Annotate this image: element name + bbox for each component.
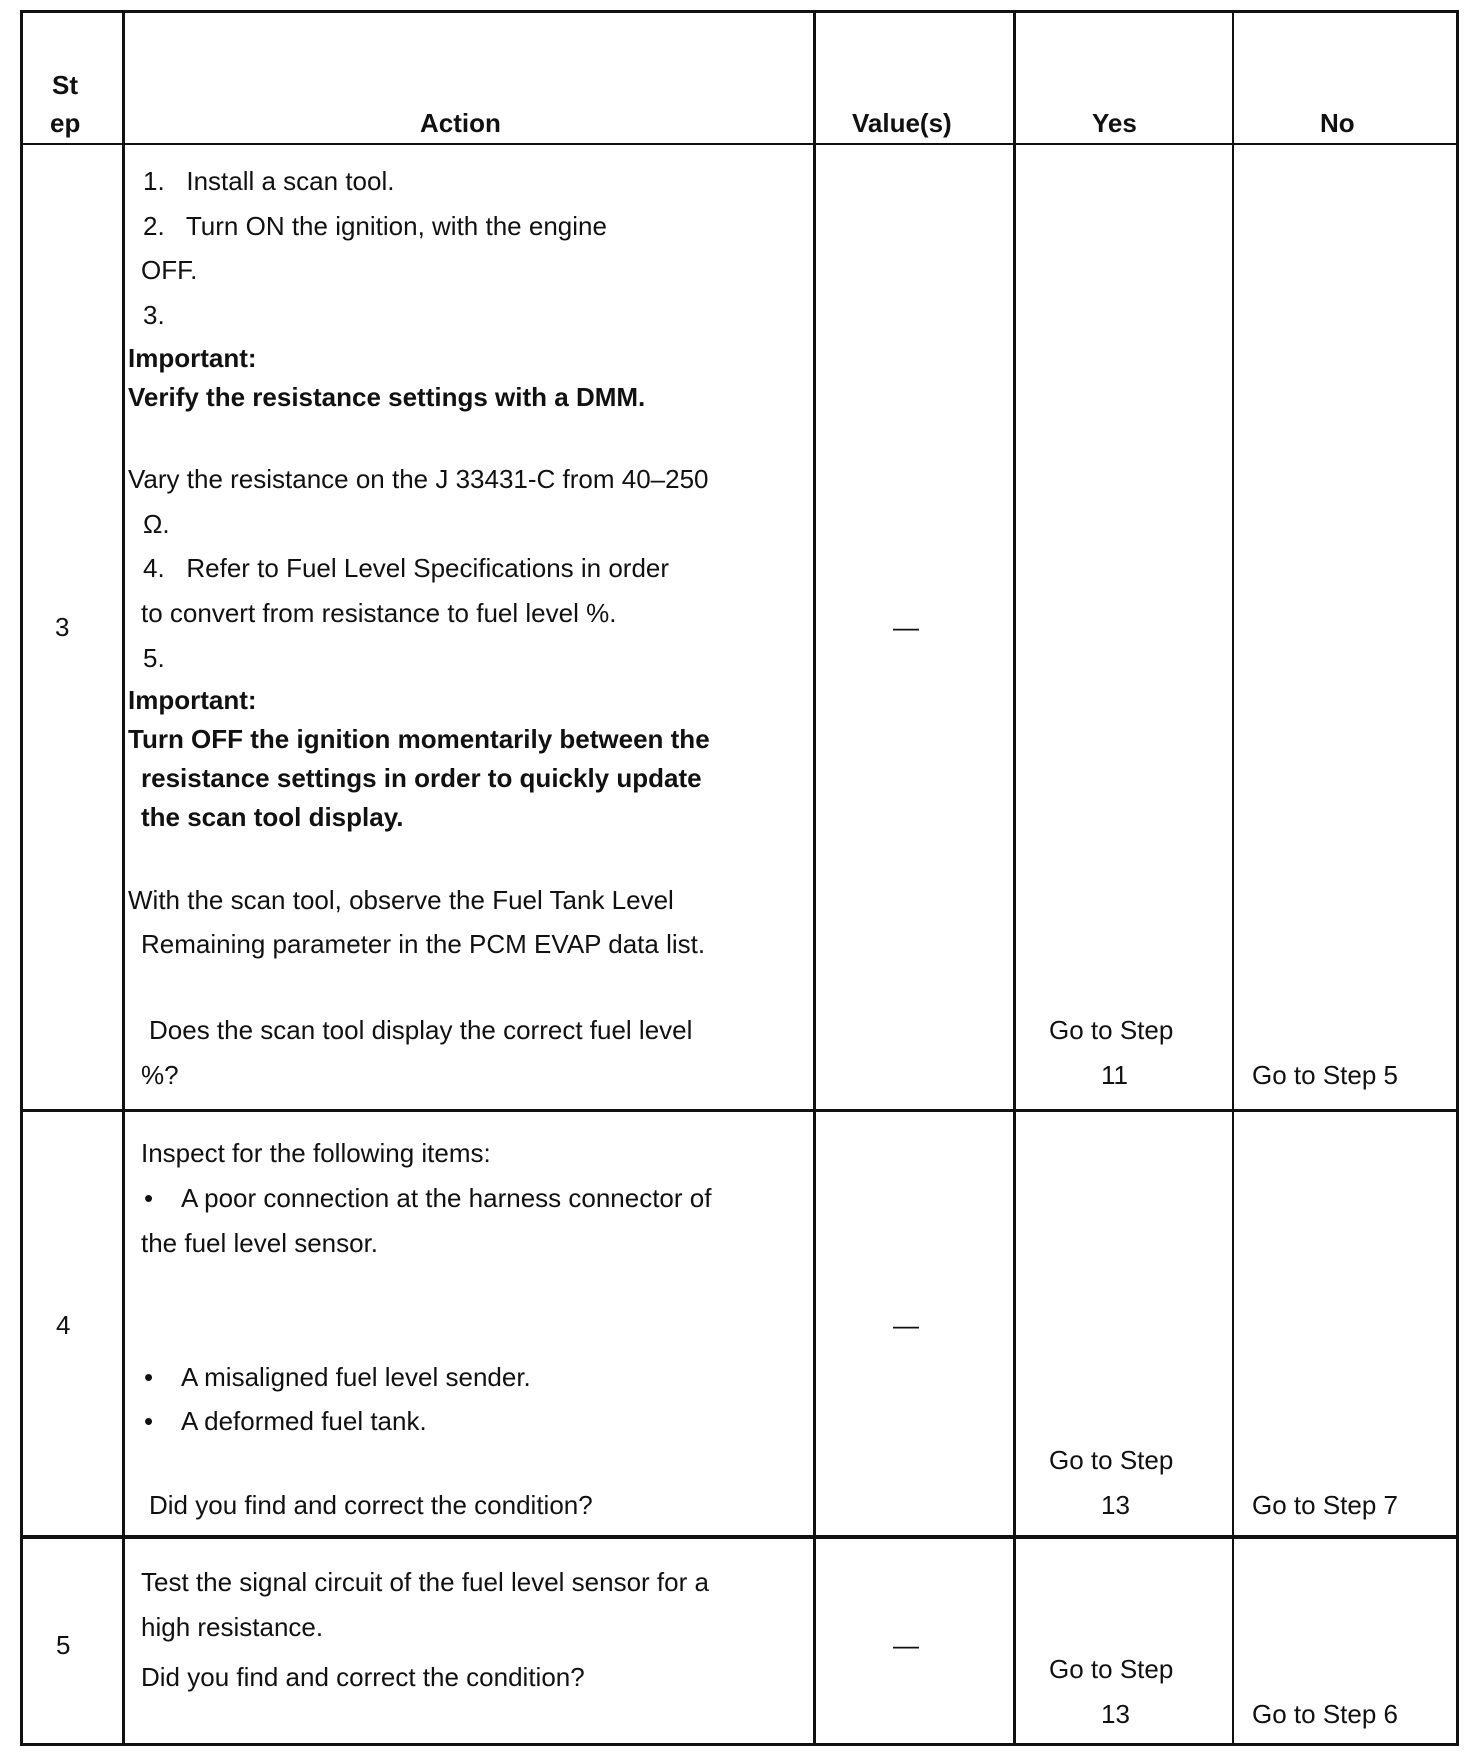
step-number: 4 xyxy=(56,1310,71,1340)
column-divider xyxy=(1232,10,1234,1746)
column-divider xyxy=(1013,10,1016,1746)
table-border-bottom xyxy=(20,1743,1459,1746)
action-line: Ω. xyxy=(143,509,170,539)
action-line: 1. Install a scan tool. xyxy=(143,166,395,196)
action-line: 4. Refer to Fuel Level Specifications in order xyxy=(143,553,670,583)
action-line: With the scan tool, observe the Fuel Tank Level xyxy=(128,885,674,915)
bullet-item: A misaligned fuel level sender. xyxy=(181,1362,531,1392)
table-border-right xyxy=(1456,10,1459,1746)
bullet: • xyxy=(144,1406,154,1436)
question: Did you find and correct the condition? xyxy=(141,1662,585,1692)
important-label: Important: xyxy=(128,343,257,373)
bullet-item: the fuel level sensor. xyxy=(141,1228,379,1258)
action-line: to convert from resistance to fuel level %. xyxy=(141,598,617,628)
important-label: Important: xyxy=(128,685,257,715)
action-line: 5. xyxy=(143,643,165,673)
row-divider xyxy=(20,1109,1459,1112)
header-step: ep xyxy=(50,108,81,138)
yes-link[interactable]: 13 xyxy=(1101,1490,1130,1520)
header-step: St xyxy=(52,70,78,100)
table-border-left xyxy=(20,10,23,1746)
column-divider xyxy=(122,10,125,1746)
action-line: high resistance. xyxy=(141,1612,324,1642)
header-divider xyxy=(20,143,1459,145)
question: %? xyxy=(141,1060,179,1090)
yes-link[interactable]: Go to Step xyxy=(1049,1445,1174,1475)
important-text: the scan tool display. xyxy=(141,802,404,832)
action-line: Vary the resistance on the J 33431-C from 40–250 xyxy=(128,464,709,494)
bullet-item: A deformed fuel tank. xyxy=(181,1406,427,1436)
important-text: resistance settings in order to quickly update xyxy=(141,763,702,793)
action-line: Remaining parameter in the PCM EVAP data list. xyxy=(141,929,706,959)
yes-link[interactable]: 11 xyxy=(1101,1060,1128,1090)
header-no: No xyxy=(1320,108,1355,138)
bullet: • xyxy=(144,1362,154,1392)
bullet-item: A poor connection at the harness connector of xyxy=(181,1183,712,1213)
action-line: 3. xyxy=(143,300,165,330)
yes-link[interactable]: Go to Step xyxy=(1049,1015,1174,1045)
yes-link[interactable]: Go to Step xyxy=(1049,1654,1174,1684)
header-yes: Yes xyxy=(1092,108,1137,138)
action-line: OFF. xyxy=(141,255,198,285)
yes-link[interactable]: 13 xyxy=(1101,1699,1130,1729)
action-line: Test the signal circuit of the fuel level sensor for a xyxy=(141,1567,709,1597)
value-cell: — xyxy=(893,1630,919,1660)
table-border-top xyxy=(20,10,1459,13)
value-cell: — xyxy=(893,1310,919,1340)
step-number: 3 xyxy=(55,612,70,642)
important-text: Verify the resistance settings with a DMM. xyxy=(128,382,646,412)
value-cell: — xyxy=(893,612,919,642)
important-text: Turn OFF the ignition momentarily between the xyxy=(128,724,710,754)
action-line: 2. Turn ON the ignition, with the engine xyxy=(143,211,607,241)
question: Did you find and correct the condition? xyxy=(149,1490,593,1520)
column-divider xyxy=(813,10,816,1746)
header-values: Value(s) xyxy=(852,108,952,138)
no-link[interactable]: Go to Step 6 xyxy=(1252,1699,1398,1729)
header-action: Action xyxy=(420,108,501,138)
step-number: 5 xyxy=(56,1630,71,1660)
action-line: Inspect for the following items: xyxy=(141,1138,491,1168)
question: Does the scan tool display the correct fuel level xyxy=(149,1015,693,1045)
row-divider xyxy=(20,1535,1459,1539)
no-link[interactable]: Go to Step 5 xyxy=(1252,1060,1398,1090)
no-link[interactable]: Go to Step 7 xyxy=(1252,1490,1398,1520)
bullet: • xyxy=(144,1183,154,1213)
